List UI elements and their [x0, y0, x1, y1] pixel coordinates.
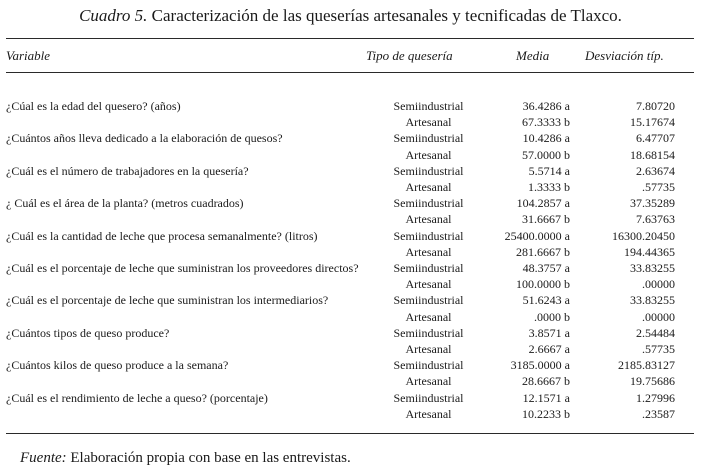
- desviacion-cell: 15.17674: [630, 115, 675, 130]
- table-row: [0, 373, 701, 389]
- media-cell: 31.6667 b: [522, 212, 570, 227]
- desviacion-cell: .00000: [642, 277, 675, 292]
- variable-cell: ¿Cuántos tipos de queso produce?: [6, 325, 170, 340]
- media-cell: 100.0000 b: [516, 277, 570, 292]
- header-variable: Variable: [6, 48, 51, 63]
- tipo-cell: Semiindustrial: [393, 390, 464, 405]
- table-row: [0, 163, 701, 179]
- tipo-cell: Artesanal: [405, 180, 452, 194]
- table-row: [0, 341, 701, 357]
- table-row: [0, 98, 701, 114]
- media-cell: 48.3757 a: [522, 261, 570, 275]
- source-note: [20, 450, 351, 467]
- tipo-cell: Semiindustrial: [393, 261, 464, 275]
- desviacion-cell: .57735: [642, 180, 675, 194]
- variable-cell: ¿Cuál es el porcentaje de leche que suministran los proveedores directos?: [6, 261, 359, 275]
- header-tipo: Tipo de quesería: [366, 48, 453, 63]
- variable-cell: ¿Cuál es el rendimiento de leche a queso? (porcentaje): [6, 390, 268, 405]
- tipo-cell: Semiindustrial: [393, 131, 464, 146]
- media-cell: 10.4286 a: [522, 131, 570, 146]
- header-desviacion: Desviación típ.: [585, 48, 664, 63]
- desviacion-cell: 7.63763: [636, 212, 675, 227]
- tipo-cell: Semiindustrial: [393, 228, 464, 243]
- media-cell: 28.6667 b: [522, 374, 570, 389]
- tipo-cell: Artesanal: [405, 212, 452, 227]
- desviacion-cell: 2.54484: [636, 325, 675, 340]
- table-row: [0, 244, 701, 260]
- media-cell: 57.0000 b: [522, 147, 570, 162]
- media-cell: 51.6243 a: [522, 293, 570, 308]
- tipo-cell: Artesanal: [405, 244, 452, 259]
- tipo-cell: Semiindustrial: [393, 163, 464, 178]
- desviacion-cell: 37.35289: [630, 196, 675, 211]
- tipo-cell: Artesanal: [405, 342, 452, 356]
- desviacion-cell: 2.63674: [636, 163, 675, 178]
- caption-label: Cuadro 5.: [79, 6, 148, 25]
- tipo-cell: Semiindustrial: [393, 325, 464, 340]
- table-row: [0, 292, 701, 308]
- desviacion-cell: 19.75686: [630, 374, 675, 389]
- table-row: [0, 114, 701, 130]
- table-row: [0, 406, 701, 422]
- media-cell: 3185.0000 a: [510, 358, 570, 373]
- desviacion-cell: .00000: [642, 309, 675, 324]
- variable-cell: ¿Cuál es el porcentaje de leche que suministran los intermediarios?: [6, 293, 329, 308]
- media-cell: 1.3333 b: [528, 180, 570, 194]
- media-cell: 104.2857 a: [516, 196, 570, 211]
- header-rule: [6, 72, 694, 73]
- table-row: [0, 276, 701, 292]
- tipo-cell: Semiindustrial: [393, 99, 464, 113]
- media-cell: 67.3333 b: [522, 115, 570, 130]
- table-caption: [0, 6, 701, 26]
- media-cell: 12.1571 a: [522, 390, 570, 405]
- variable-cell: ¿Cuál es la cantidad de leche que procesa semanalmente? (litros): [6, 228, 318, 243]
- media-cell: 10.2233 b: [522, 406, 570, 421]
- desviacion-cell: 33.83255: [630, 293, 675, 308]
- media-cell: .0000 b: [534, 309, 570, 324]
- desviacion-cell: .23587: [642, 406, 675, 421]
- table-row: [0, 195, 701, 211]
- table-row: [0, 260, 701, 276]
- desviacion-cell: 16300.20450: [612, 228, 675, 243]
- tipo-cell: Artesanal: [405, 406, 452, 421]
- table-row: [0, 179, 701, 195]
- tipo-cell: Artesanal: [405, 147, 452, 162]
- media-cell: 36.4286 a: [522, 99, 570, 113]
- table-row: [0, 309, 701, 325]
- caption-text: Caracterización de las queserías artesanales y tecnificadas de Tlaxco.: [151, 6, 622, 25]
- desviacion-cell: 2185.83127: [618, 358, 675, 373]
- desviacion-cell: 33.83255: [630, 261, 675, 275]
- variable-cell: ¿ Cuál es el área de la planta? (metros cuadrados): [6, 196, 244, 211]
- media-cell: 281.6667 b: [516, 244, 570, 259]
- table-row: [0, 357, 701, 373]
- variable-cell: ¿Cuántos años lleva dedicado a la elaboración de quesos?: [6, 131, 283, 146]
- media-cell: 3.8571 a: [528, 325, 570, 340]
- tipo-cell: Artesanal: [405, 309, 452, 324]
- media-cell: 5.5714 a: [528, 163, 570, 178]
- header-media: Media: [516, 48, 550, 63]
- table-row: [0, 325, 701, 341]
- tipo-cell: Semiindustrial: [393, 358, 464, 373]
- tipo-cell: Artesanal: [405, 277, 452, 292]
- desviacion-cell: .57735: [642, 342, 675, 356]
- desviacion-cell: 1.27996: [636, 390, 675, 405]
- tipo-cell: Semiindustrial: [393, 293, 464, 308]
- table-row: [0, 211, 701, 227]
- source-label: Fuente:: [20, 450, 67, 466]
- table-row: [0, 147, 701, 163]
- desviacion-cell: 194.44365: [624, 244, 675, 259]
- tipo-cell: Artesanal: [405, 115, 452, 130]
- source-text: Elaboración propia con base en las entrevistas.: [70, 450, 351, 466]
- desviacion-cell: 6.47707: [636, 131, 675, 146]
- variable-cell: ¿Cúal es la edad del quesero? (años): [6, 99, 181, 113]
- bottom-rule: [6, 433, 694, 434]
- desviacion-cell: 18.68154: [630, 147, 675, 162]
- media-cell: 2.6667 a: [528, 342, 570, 356]
- tipo-cell: Semiindustrial: [393, 196, 464, 211]
- media-cell: 25400.0000 a: [504, 228, 570, 243]
- variable-cell: ¿Cuál es el número de trabajadores en la quesería?: [6, 163, 249, 178]
- table-row: [0, 228, 701, 244]
- top-rule: [6, 38, 694, 39]
- tipo-cell: Artesanal: [405, 374, 452, 389]
- table-row: [0, 390, 701, 406]
- variable-cell: ¿Cuántos kilos de queso produce a la semana?: [6, 358, 229, 373]
- desviacion-cell: 7.80720: [636, 99, 675, 113]
- table-row: [0, 130, 701, 146]
